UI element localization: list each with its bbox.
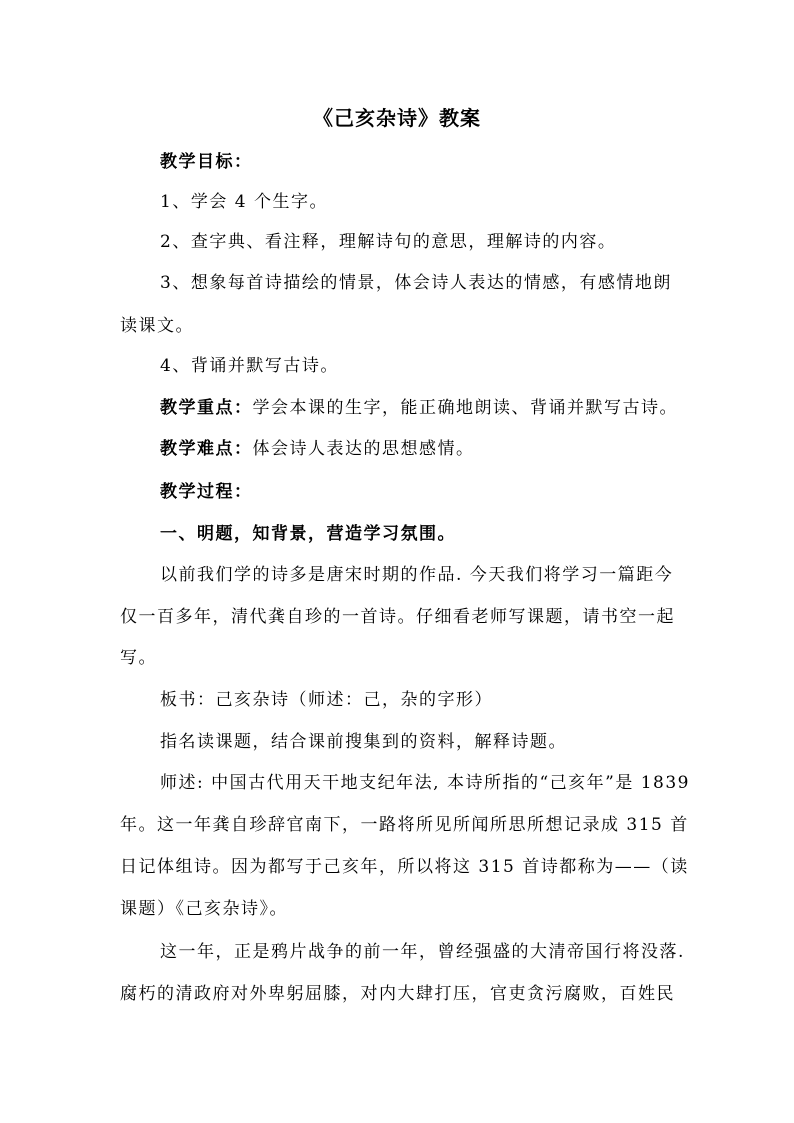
key-point-label: 教学重点： [160, 398, 253, 418]
objective-3-continued: 读课文。 [120, 316, 194, 336]
section1-heading: 一、明题，知背景，营造学习氛围。 [160, 524, 456, 544]
paragraph2-line1: 师述: 中国古代用天干地支纪年法, 本诗所指的“己亥年”是 1839 [160, 773, 690, 793]
board-note: 板书：己亥杂诗（师述：己，杂的字形） [160, 690, 493, 710]
document-title: 《己亥杂诗》教案 [313, 106, 481, 130]
paragraph1-line3: 写。 [120, 648, 157, 668]
objective-1: 1、学会 4 个生字。 [160, 192, 328, 212]
paragraph2-line3: 日记体组诗。因为都写于己亥年，所以将这 315 首诗都称为——（读 [120, 857, 689, 877]
paragraph3-line1: 这一年，正是鸦片战争的前一年，曾经强盛的大清帝国行将没落. [160, 942, 685, 962]
difficulty-text: 体会诗人表达的思想感情。 [252, 439, 475, 459]
process-heading: 教学过程： [160, 482, 253, 502]
key-point-line [160, 396, 680, 420]
objective-4: 4、背诵并默写古诗。 [160, 356, 339, 376]
paragraph1-line1: 以前我们学的诗多是唐宋时期的作品. 今天我们将学习一篇距今 [160, 565, 674, 585]
objective-2: 2、查字典、看注释，理解诗句的意思，理解诗的内容。 [160, 232, 617, 252]
objectives-heading: 教学目标： [160, 152, 253, 172]
paragraph2-line4: 课题）《己亥杂诗》。 [120, 899, 288, 919]
objective-3: 3、想象每首诗描绘的情景，体会诗人表达的情感，有感情地朗 [160, 273, 672, 293]
paragraph1-line2: 仅一百多年，清代龚自珍的一首诗。仔细看老师写课题，请书空一起 [120, 607, 675, 627]
difficulty-line [160, 437, 680, 461]
key-point-text: 学会本课的生字，能正确地朗读、背诵并默写古诗。 [252, 398, 678, 418]
paragraph3-line2: 腐朽的清政府对外卑躬屈膝，对内大肆打压，官吏贪污腐败，百姓民 [120, 984, 675, 1004]
read-title-instruction: 指名读课题，结合课前搜集到的资料，解释诗题。 [160, 732, 567, 752]
difficulty-label: 教学难点： [160, 439, 253, 459]
paragraph2-line2: 年。这一年龚自珍辞官南下，一路将所见所闻所思所想记录成 315 首 [120, 815, 689, 835]
